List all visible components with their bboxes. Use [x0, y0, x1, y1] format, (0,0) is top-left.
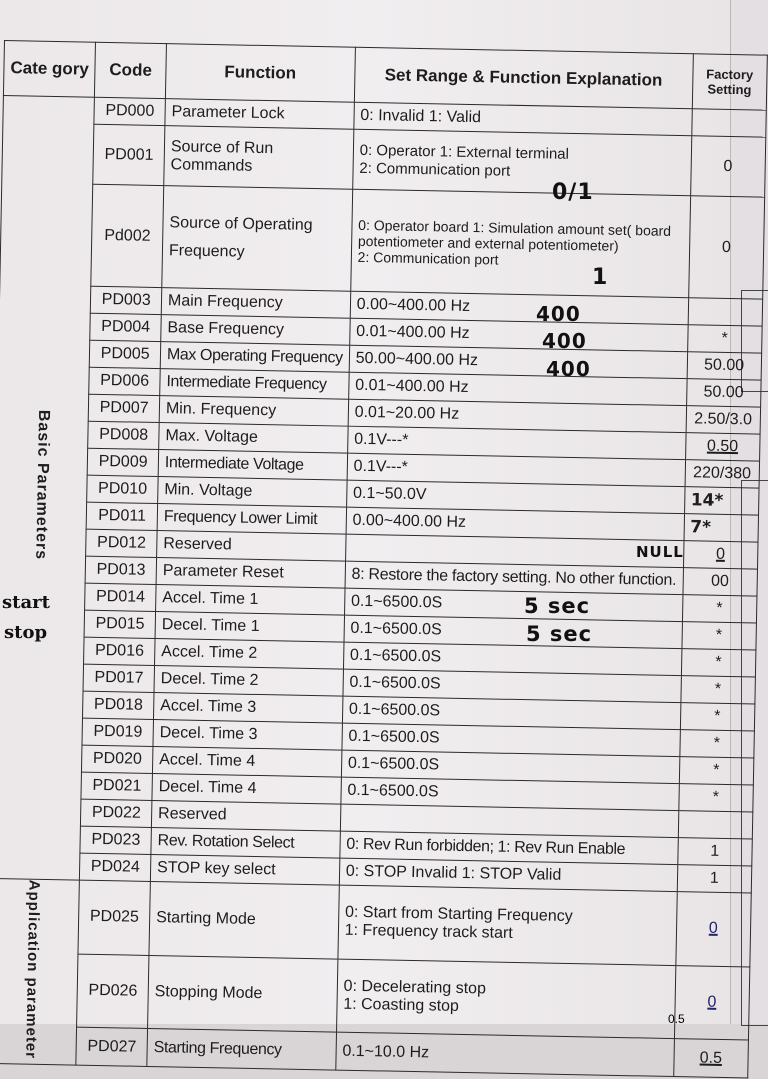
param-function: Source of Operating Frequency	[162, 186, 353, 292]
param-code: PD015	[84, 610, 155, 638]
param-code: PD009	[88, 448, 159, 476]
handwritten-pd001: 0/1	[552, 180, 594, 205]
handwritten-stop: stop	[4, 622, 48, 643]
param-range: 0: Start from Starting Frequency 1: Frequency track start	[338, 885, 677, 965]
param-code: PD020	[82, 745, 153, 773]
param-function: Decel. Time 1	[155, 612, 344, 643]
param-code: PD021	[81, 772, 152, 800]
partial-factory-value: 0.5	[668, 1012, 685, 1026]
param-factory: 0	[690, 136, 766, 197]
param-factory: 0	[675, 892, 751, 967]
param-factory: 0.50	[685, 433, 760, 461]
param-function: Max. Voltage	[159, 423, 348, 454]
param-factory	[678, 811, 753, 839]
param-function: Main Frequency	[161, 288, 350, 319]
handwritten-pd012: NULL	[636, 543, 684, 561]
param-range: 0.1V---*	[347, 426, 685, 459]
param-factory: 1	[677, 865, 752, 893]
param-function: Parameter Lock	[165, 99, 354, 130]
param-function: Starting Mode	[149, 881, 339, 958]
param-range: 0.1~6500.0S	[342, 723, 680, 756]
param-range: 0.01~400.00 Hz	[348, 372, 686, 405]
param-factory: *	[681, 622, 756, 650]
param-factory: 7*	[684, 514, 759, 542]
param-function: Accel. Time 3	[153, 692, 342, 723]
param-factory: 2.50/3.0	[686, 406, 761, 434]
param-factory: 14*	[684, 487, 759, 515]
category-application	[0, 878, 80, 1065]
param-code: PD007	[89, 394, 160, 422]
param-code: PD014	[85, 583, 156, 611]
param-factory: *	[680, 676, 755, 704]
param-factory: *	[679, 730, 754, 758]
param-code: PD017	[83, 664, 154, 692]
table-row	[0, 952, 750, 1040]
param-range: 0.00~400.00 Hz	[350, 291, 688, 324]
param-function: Reserved	[157, 531, 346, 562]
param-factory: 0	[688, 196, 764, 299]
param-range: 0.1V---*	[347, 453, 685, 486]
param-range: 0: Operator board 1: Simulation amount set( board potentiometer and external potentiometer) 2: Communication port	[350, 189, 690, 297]
param-factory: *	[678, 784, 753, 812]
param-range: 0.00~400.00 Hz	[346, 507, 684, 540]
param-range: 0.1~6500.0S	[342, 696, 680, 729]
param-function: Intermediate Voltage	[158, 450, 347, 481]
param-function: STOP key select	[150, 854, 339, 885]
param-function: Decel. Time 4	[152, 773, 341, 804]
param-code: PD026	[77, 954, 149, 1029]
param-function: Base Frequency	[161, 315, 350, 346]
handwritten-start: start	[2, 592, 50, 613]
category-basic	[0, 95, 95, 880]
param-code: PD006	[89, 367, 160, 395]
category-label: Application parameter	[22, 879, 43, 1060]
param-factory: *	[687, 325, 762, 353]
param-function: Parameter Reset	[156, 558, 345, 589]
param-function: Max Operating Frequency	[160, 342, 349, 373]
param-factory: 1	[677, 838, 752, 866]
param-function: Frequency Lower Limit	[157, 504, 346, 535]
param-range: 0.1~6500.0S	[344, 588, 682, 621]
param-function: Accel. Time 1	[156, 585, 345, 616]
param-factory	[688, 298, 763, 326]
param-range: 0.1~6500.0S	[344, 615, 682, 648]
param-code: PD024	[80, 853, 151, 881]
handwritten-pd004: 400	[542, 329, 587, 353]
param-code: PD016	[84, 637, 155, 665]
param-factory: 0.5	[673, 1039, 748, 1079]
param-range: 0: Decelerating stop 1: Coasting stop	[336, 959, 675, 1039]
param-range: 0.1~50.0V	[346, 480, 684, 513]
param-code: PD011	[87, 502, 158, 530]
param-factory: *	[681, 649, 756, 677]
param-factory	[691, 109, 766, 137]
table-row	[0, 182, 765, 299]
header-range: Set Range & Function Explanation	[354, 47, 693, 108]
param-range: 0.1~6500.0S	[343, 642, 681, 675]
header-function: Function	[165, 44, 355, 103]
param-function: Min. Voltage	[158, 477, 347, 508]
param-range: 0.1~6500.0S	[343, 669, 681, 702]
param-factory: *	[680, 703, 755, 731]
param-range: 0.01~400.00 Hz	[349, 318, 687, 351]
param-function: Intermediate Frequency	[160, 369, 349, 400]
param-range: 0.1~6500.0S	[341, 777, 679, 810]
param-range: 0.1~10.0 Hz	[336, 1032, 674, 1077]
param-range: 8: Restore the factory setting. No other function.	[345, 561, 683, 594]
param-function: Decel. Time 2	[154, 666, 343, 697]
param-range: 0: Invalid 1: Valid	[354, 102, 692, 135]
param-code: PD000	[94, 97, 165, 125]
header-category: Cate gory	[3, 41, 95, 98]
category-label: Basic Parameters	[32, 410, 53, 561]
param-code: PD010	[87, 475, 158, 503]
param-function: Source of Run Commands	[164, 126, 354, 190]
handwritten-pd003: 400	[536, 302, 581, 326]
param-code: PD025	[78, 880, 150, 955]
param-function: Decel. Time 3	[153, 719, 342, 750]
param-function: Accel. Time 4	[152, 746, 341, 777]
param-factory: 0	[683, 541, 758, 569]
param-function: Min. Frequency	[159, 396, 348, 427]
param-code: PD023	[80, 826, 151, 854]
param-factory: 50.00	[686, 379, 761, 407]
param-range: 0: Rev Run forbidden; 1: Rev Run Enable	[340, 831, 678, 864]
param-factory: 220/380	[685, 460, 760, 488]
param-code: PD019	[82, 718, 153, 746]
param-range: 0.1~6500.0S	[341, 750, 679, 783]
param-code: PD013	[86, 556, 157, 584]
param-code: PD005	[90, 340, 161, 368]
param-function: Stopping Mode	[148, 955, 338, 1032]
param-range: 50.00~400.00 Hz	[349, 345, 687, 378]
param-range: 0: STOP Invalid 1: STOP Valid	[339, 858, 677, 891]
param-function: Rev. Rotation Select	[151, 827, 340, 858]
handwritten-pd005: 400	[546, 357, 591, 381]
param-code: Pd002	[91, 184, 163, 287]
param-factory: 50.00	[687, 352, 762, 380]
param-code: PD018	[83, 691, 154, 719]
param-factory: 00	[682, 568, 757, 596]
param-function: Accel. Time 2	[154, 639, 343, 670]
param-code: PD022	[81, 799, 152, 827]
param-code: PD003	[91, 286, 162, 314]
handwritten-pd015: 5 sec	[526, 622, 593, 646]
param-function: Starting Frequency	[147, 1029, 336, 1071]
param-range: 0: Operator 1: External terminal 2: Communication port	[352, 129, 691, 195]
param-factory: 0	[674, 965, 750, 1040]
header-factory: Factory Setting	[692, 54, 768, 110]
table-row	[0, 878, 751, 966]
param-factory: *	[679, 757, 754, 785]
param-code: PD001	[93, 124, 165, 185]
handwritten-pd002: 1	[592, 265, 609, 290]
param-function: Reserved	[151, 800, 340, 831]
param-factory: *	[682, 595, 757, 623]
param-code: PD027	[76, 1027, 147, 1067]
header-code: Code	[95, 42, 167, 98]
param-code: PD008	[88, 421, 159, 449]
param-range: 0.01~20.00 Hz	[348, 399, 686, 432]
param-code: PD012	[86, 529, 157, 557]
param-code: PD004	[90, 313, 161, 341]
handwritten-pd014: 5 sec	[524, 594, 591, 618]
